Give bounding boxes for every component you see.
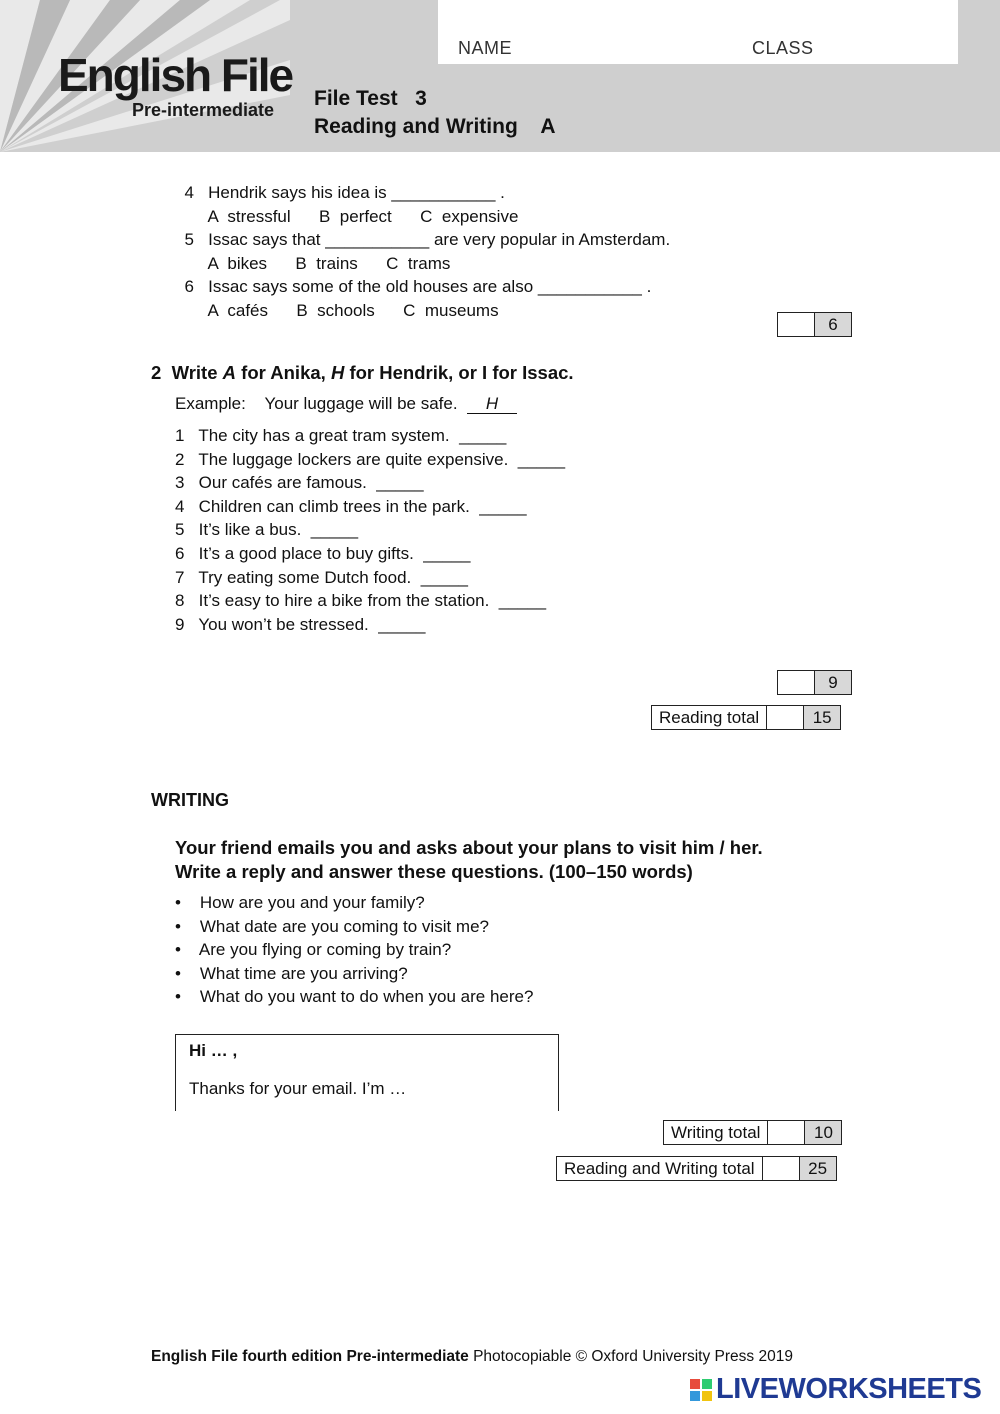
- bullet-item: • What do you want to do when you are here?: [175, 987, 534, 1006]
- rw-total-label: Reading and Writing total: [557, 1157, 763, 1180]
- letter-greeting: Hi … ,: [189, 1041, 238, 1060]
- example-label: Example:: [175, 394, 246, 413]
- instruction-text: for Anika,: [236, 362, 331, 383]
- bullet-item: • What date are you coming to visit me?: [175, 916, 489, 936]
- choice-a: A cafés: [207, 301, 268, 320]
- section2-score-box: [777, 670, 852, 695]
- item-number: 7: [175, 567, 185, 587]
- choice-b: B trains: [295, 254, 358, 273]
- writing-total-label: Writing total: [664, 1121, 768, 1144]
- list-item[interactable]: [175, 568, 565, 592]
- rw-total-box: [556, 1156, 837, 1181]
- example-text: Your luggage will be safe.: [264, 394, 458, 413]
- item-number: 3: [175, 473, 185, 493]
- item-number: 4: [175, 496, 185, 516]
- question-number: 4: [184, 183, 194, 202]
- choice-c: C expensive: [420, 207, 519, 226]
- choice-b: B perfect: [319, 207, 392, 226]
- test-title-line2: Reading and Writing A: [314, 115, 556, 138]
- logo-title: English File: [58, 49, 293, 101]
- class-label: CLASS: [752, 38, 814, 58]
- item-number: 8: [175, 591, 185, 611]
- question-text: Hendrik says his idea is ___________ .: [208, 183, 505, 202]
- item-text: Our cafés are famous. _____: [198, 473, 424, 493]
- reading-total-max: 15: [804, 706, 840, 729]
- footer-copyright: [151, 1348, 793, 1366]
- bullet-text: How are you and your family?: [199, 893, 425, 912]
- instruction-text: for Hendrik, or I for Issac.: [344, 362, 574, 383]
- writing-heading: WRITING: [151, 790, 229, 810]
- liveworksheets-logo[interactable]: [690, 1373, 981, 1406]
- task-line1: Your friend emails you and asks about your plans to visit him / her.: [175, 837, 763, 858]
- item-text: It’s like a bus. _____: [198, 520, 359, 540]
- item-number: 1: [175, 426, 185, 445]
- liveworksheets-grid-icon: [690, 1379, 712, 1401]
- bullet-text: Are you flying or coming by train?: [198, 940, 452, 959]
- choice-b: B schools: [296, 301, 375, 320]
- reading-total-label: Reading total: [652, 706, 767, 729]
- list-item[interactable]: [175, 544, 565, 568]
- writing-bullets: [175, 893, 533, 1011]
- section-number: 2: [151, 362, 162, 383]
- test-title: [314, 85, 556, 141]
- letter-body: Thanks for your email. I’m …: [189, 1079, 407, 1098]
- item-text: It’s easy to hire a bike from the station. _____: [198, 591, 547, 611]
- writing-total-box: [663, 1120, 842, 1145]
- instruction-a: A: [222, 362, 237, 383]
- example-line: [175, 394, 517, 414]
- writing-total-max: 10: [805, 1121, 841, 1144]
- reading-total-box: [651, 705, 841, 730]
- question-number: 5: [184, 230, 194, 249]
- list-item[interactable]: [175, 520, 565, 544]
- score-blank[interactable]: [778, 671, 815, 694]
- grid-cell: [690, 1379, 700, 1389]
- test-title-line1: File Test 3: [314, 87, 427, 110]
- list-item[interactable]: [175, 426, 565, 450]
- item-text: It’s a good place to buy gifts. _____: [198, 543, 471, 563]
- bullet-text: What date are you coming to visit me?: [199, 916, 489, 936]
- item-text: Children can climb trees in the park. _____: [198, 496, 527, 516]
- bullet-text: What do you want to do when you are here?: [199, 987, 534, 1006]
- grid-cell: [690, 1391, 700, 1401]
- section1-score-box: [777, 312, 852, 337]
- logo-subtitle: Pre-intermediate: [132, 100, 275, 120]
- choice-a: A stressful: [207, 207, 291, 226]
- choice-a: A bikes: [207, 254, 268, 273]
- grid-cell: [702, 1379, 712, 1389]
- list-item[interactable]: [175, 615, 565, 639]
- writing-task: [175, 836, 763, 884]
- score-blank[interactable]: [767, 706, 804, 729]
- question-text: Issac says some of the old houses are also ___________ .: [208, 277, 652, 296]
- item-text: Try eating some Dutch food. _____: [198, 567, 468, 587]
- bullet-item: • Are you flying or coming by train?: [175, 940, 452, 959]
- letter-box[interactable]: [175, 1034, 559, 1111]
- liveworksheets-text: LIVEWORKSHEETS: [716, 1373, 982, 1405]
- item-text: You won’t be stressed. _____: [198, 614, 426, 634]
- footer-bold: English File fourth edition Pre-intermediate: [151, 1348, 469, 1365]
- rw-total-max: 25: [800, 1157, 836, 1180]
- score-blank[interactable]: [768, 1121, 805, 1144]
- item-number: 9: [175, 614, 185, 634]
- example-answer: H: [467, 395, 517, 414]
- item-number: 5: [175, 520, 185, 540]
- instruction-h: H: [330, 362, 345, 383]
- section2-heading: [151, 362, 574, 384]
- footer-rest: Photocopiable © Oxford University Press 2019: [468, 1348, 793, 1365]
- task-line2: Write a reply and answer these questions. (100–150 words): [175, 861, 693, 882]
- bullet-item: • How are you and your family?: [175, 893, 425, 912]
- choice-c: C museums: [403, 301, 499, 320]
- score-blank[interactable]: [763, 1157, 800, 1180]
- score-blank[interactable]: [778, 313, 815, 336]
- list-item[interactable]: [175, 591, 565, 615]
- bullet-text: What time are you arriving?: [199, 963, 408, 983]
- score-max: 9: [815, 671, 851, 694]
- question-6-choices: [199, 281, 508, 321]
- question-number: 6: [184, 277, 194, 296]
- list-item[interactable]: [175, 497, 565, 521]
- grid-cell: [702, 1391, 712, 1401]
- score-max: 6: [815, 313, 851, 336]
- name-label: NAME: [458, 38, 513, 58]
- question-text: Issac says that ___________ are very popular in Amsterdam.: [208, 230, 671, 249]
- item-text: The luggage lockers are quite expensive. _____: [198, 449, 566, 469]
- choice-c: C trams: [386, 254, 451, 273]
- item-number: 2: [175, 449, 185, 469]
- list-item[interactable]: [175, 450, 565, 474]
- list-item[interactable]: [175, 473, 565, 497]
- section2-items: [175, 426, 565, 638]
- item-text: The city has a great tram system. _____: [198, 426, 507, 445]
- instruction-text: Write: [171, 362, 223, 383]
- item-number: 6: [175, 543, 185, 563]
- name-class-box: [438, 0, 958, 64]
- bullet-item: • What time are you arriving?: [175, 963, 408, 983]
